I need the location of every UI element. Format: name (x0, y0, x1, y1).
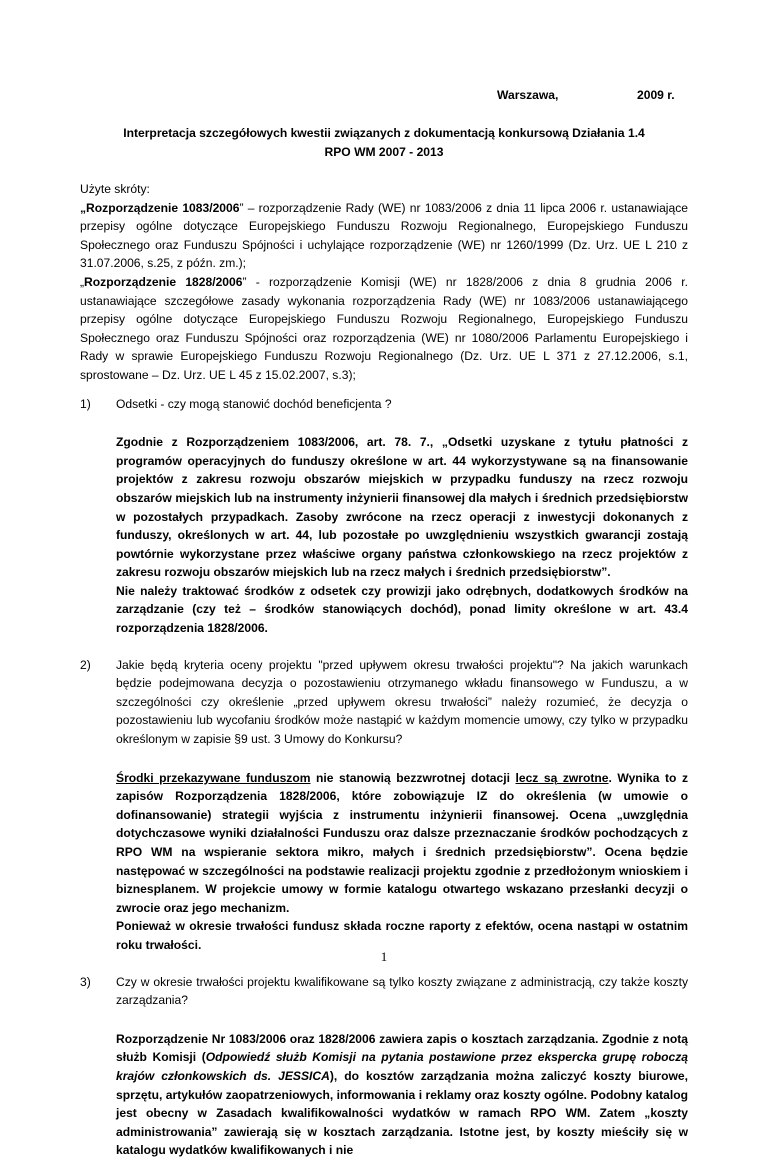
answer-paragraph (116, 1030, 688, 1160)
answer-text: . Wynika to z zapisów Rozporządzenia 1828/2006, które zobowiązuje IZ do określenia (w umowie o dofinansowanie) strategii wyjścia z instrumentu inżynierii finansowej. Ocena „uwzględnia dotychczasowe wyniki działalności Funduszu oraz dalsze przeznaczanie środków pochodzących z RPO WM na wspieranie sektora mikro, małych i średnich przedsiębiorstw”. Ocena będzie następować w szczególności na podstawie realizacji projektu zgodnie z przedłożonym wnioskiem i biznesplanem. W projekcie umowy w formie katalogu otwartego wskazano przesłanki decyzji o zwrocie oraz jego mechanizm. (116, 770, 688, 915)
answer-paragraph: Zgodnie z Rozporządzeniem 1083/2006, art. 78. 7., „Odsetki uzyskane z tytułu płatności z programów operacyjnych do funduszy określone w art. 44 wykorzystywane są na finansowanie projektów z zakresu rozwoju obszarów miejskich w przypadku funduszy na rzecz rozwoju obszarów miejskich lub na instrumenty inżynierii finansowej dla małych i średnich przedsiębiorstw w pozostałych przypadkach. Zasoby zwrócone na rzecz operacji z inwestycji dokonanych z funduszy, określonych w art. 44, lub pozostałe po uwzględnieniu wszystkich gwarancji zostają powtórnie wykorzystane przez właściwe organy państwa członkowskiego na rzecz projektów z zakresu rozwoju obszarów miejskich lub na rzecz małych i średnich przedsiębiorstw”. (116, 435, 688, 580)
question-number: 3) (80, 974, 91, 989)
document-title (80, 124, 688, 161)
question-3 (80, 973, 688, 1160)
document-body (80, 180, 688, 1160)
answer-paragraph: Ponieważ w okresie trwałości fundusz składa roczne raporty z efektów, ocena nastąpi w ostatnim roku trwałości. (116, 919, 688, 952)
title-line-2: RPO WM 2007 - 2013 (324, 144, 444, 159)
answer-text: ), do kosztów zarządzania można zaliczyć koszty biurowe, sprzętu, artykułów zaopatrzeniowych, informowania i reklamy oraz koszty ogólne. Podobny katalog jest obecny w Zasadach kwalifikowalności wydatków w ramach RPO WM. Zatem „koszty administrowania” zawierają się w kosztach zarządzania. Istotne jest, by koszty mieściły się w katalogu wydatków kwalifikowanych i nie (116, 1068, 688, 1158)
year-label: 2009 r. (637, 88, 675, 102)
underlined-text: Środki przekazywane funduszom (116, 770, 311, 785)
place-label: Warszawa, (497, 88, 559, 102)
date-line (0, 86, 768, 105)
question-2 (80, 656, 688, 955)
answer-paragraph: Nie należy traktować środków z odsetek czy prowizji jako odrębnych, dodatkowych środków na zarządzanie (czy też – środków stanowiących dochód), ponad limity określone w art. 43.4 rozporządzenia 1828/2006. (116, 583, 688, 636)
question-number: 2) (80, 657, 91, 672)
abbreviations-heading: Użyte skróty: (80, 182, 150, 196)
abbreviation-term: Rozporządzenie 1083/2006 (86, 200, 240, 215)
underlined-text: lecz są zwrotne (515, 770, 609, 785)
abbreviation-1828 (80, 273, 688, 385)
question-text: Jakie będą kryteria oceny projektu "przed upływem okresu trwałości projektu"? Na jakich warunkach będzie podejmowana decyzja o pozostawieniu otrzymanego wkładu finansowego w Funduszu, a w szczególności czy określenie „przed upływem okresu trwałości” należy rozumieć, że decyzja o pozostawieniu lub wycofaniu środków może nastąpić w każdym momencie umowy, czy tylko w przypadku określonym w zapisie §9 ust. 3 Umowy do Konkursu? (116, 657, 688, 747)
answer-text: Rozporządzenie Nr 1083/2006 oraz 1828/2006 zawiera zapis o kosztach zarządzania. Zgodnie z notą służb Komisji ( (116, 1031, 688, 1065)
italic-citation: Odpowiedź służb Komisji na pytania postawione przez ekspercka grupę roboczą krajów członkowskich ds. JESSICA (116, 1050, 688, 1083)
abbreviation-definition: ” – rozporządzenie Rady (WE) nr 1083/2006 z dnia 11 lipca 2006 r. ustanawiające przepisy ogólne dotyczące Europejskiego Funduszu Rozwoju Regionalnego, Europejskiego Funduszu Społecznego oraz Funduszu Spójności i uchylające rozporządzenie (WE) nr 1260/1999 (Dz. Urz. UE L 210 z 31.07.2006, s.25, z późn. zm.); (80, 200, 688, 271)
answer-text: nie stanowią bezzwrotnej dotacji (310, 770, 516, 785)
abbreviation-definition: ” - rozporządzenie Komisji (WE) nr 1828/2006 z dnia 8 grudnia 2006 r. ustanawiające szczegółowe zasady wykonania rozporządzenia Rady (WE) nr 1083/2006 ustanawiającego przepisy ogólne dotyczące Europejskiego Funduszu Rozwoju Regionalnego, Europejskiego Funduszu Społecznego oraz Funduszu Spójności oraz rozporządzenia (WE) nr 1080/2006 Parlamentu Europejskiego i Rady w sprawie Europejskiego Funduszu Rozwoju Regionalnego (Dz. Urz. UE L 371 z 27.12.2006, s.1, sprostowane – Dz. Urz. UE L 45 z 15.02.2007, s.3); (80, 274, 688, 382)
question-1 (80, 395, 688, 638)
abbreviation-term: Rozporządzenie 1828/2006 (84, 274, 243, 289)
page-number: 1 (380, 949, 388, 964)
quote-open: „ (80, 274, 85, 289)
title-line-1: Interpretacja szczegółowych kwestii związanych z dokumentacją konkursową Działania 1.4 (123, 126, 645, 140)
question-text: Czy w okresie trwałości projektu kwalifikowane są tylko koszty związane z administracją, czy także koszty zarządzania? (116, 974, 688, 1008)
answer-paragraph (116, 769, 688, 918)
quote-open: „ (80, 200, 87, 215)
abbreviation-1083 (80, 199, 688, 273)
question-number: 1) (80, 396, 91, 411)
question-text: Odsetki - czy mogą stanowić dochód beneficjenta ? (116, 396, 392, 411)
